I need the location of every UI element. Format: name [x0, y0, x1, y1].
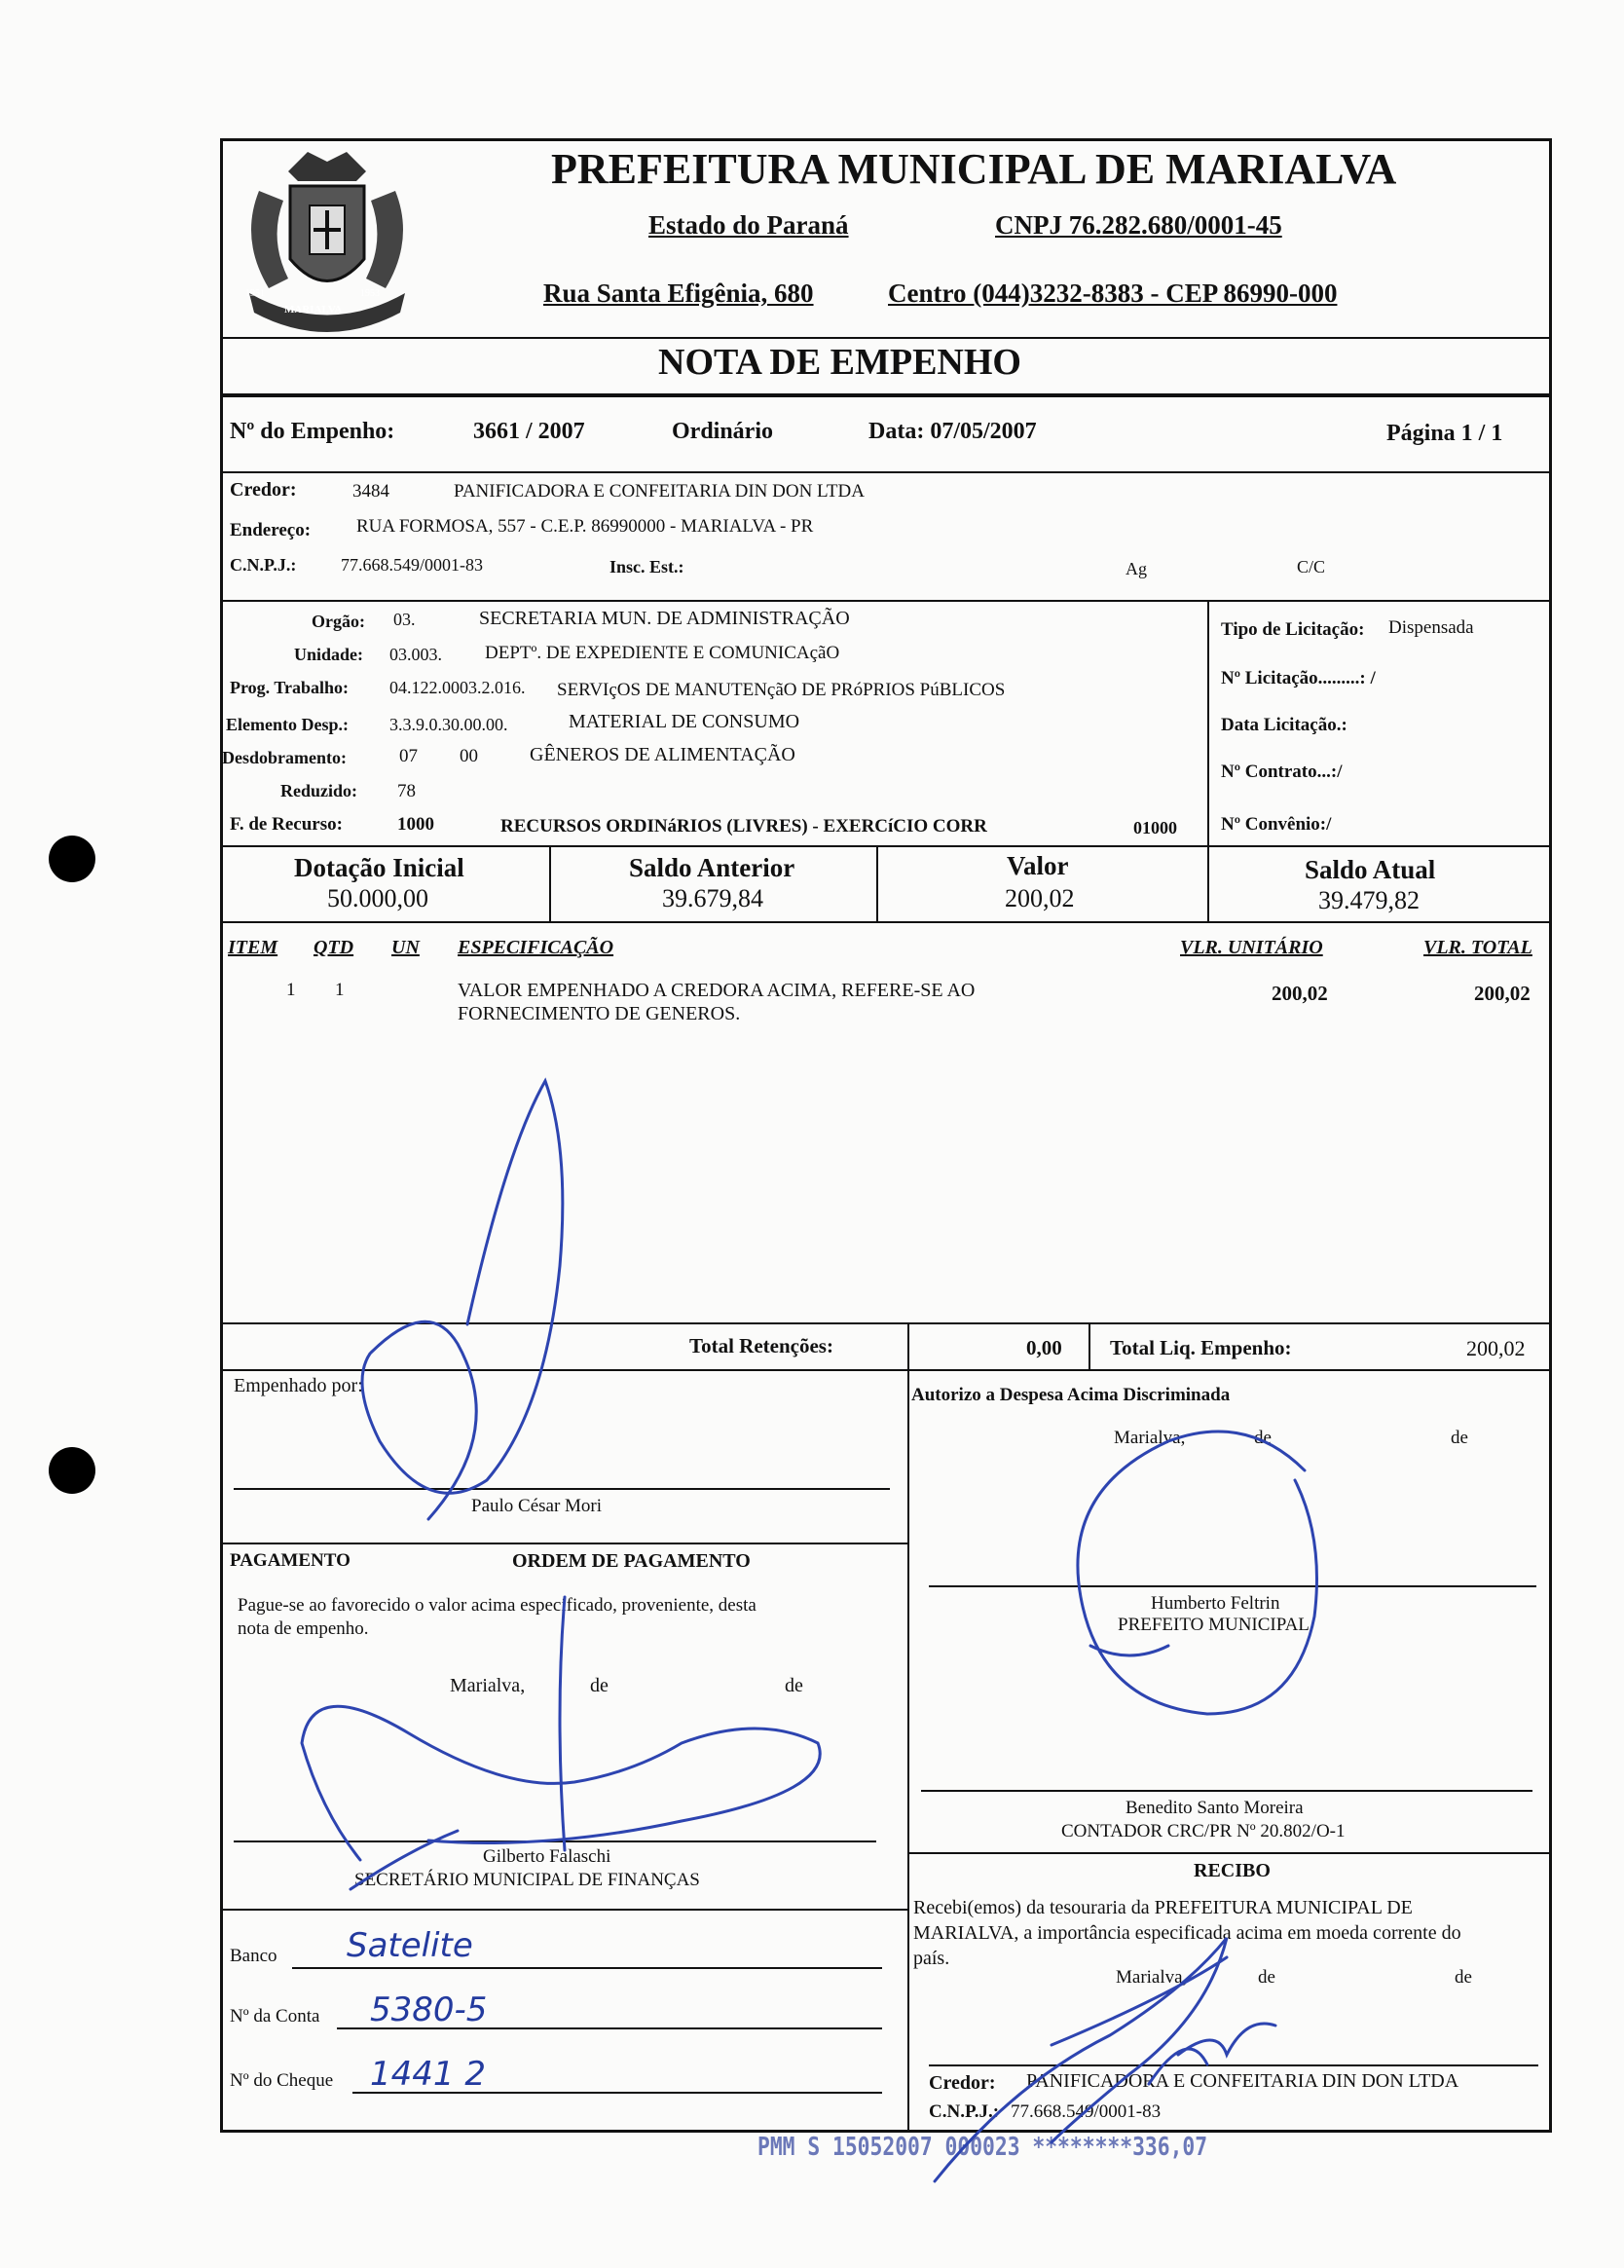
empenho-number: 3661 / 2007 [473, 419, 585, 444]
pagamento-de2: de [785, 1675, 803, 1696]
saldo-anterior: 39.679,84 [662, 884, 763, 912]
col-spec: ESPECIFICAÇÃO [458, 937, 614, 958]
cheque-label: Nº do Cheque [230, 2070, 334, 2091]
item-spec-line1: VALOR EMPENHADO A CREDORA ACIMA, REFERE-SE AO [458, 980, 976, 1001]
credor-name: PANIFICADORA E CONFEITARIA DIN DON LTDA [454, 481, 865, 502]
item-number: 1 [286, 980, 296, 1000]
header-cnpj: CNPJ 76.282.680/0001-45 [995, 210, 1282, 240]
desdob-label: Desdobramento: [222, 748, 347, 767]
autorizo-de2: de [1451, 1428, 1468, 1448]
credor-code: 3484 [352, 481, 389, 502]
recibo-text1: Recebi(emos) da tesouraria da PREFEITURA MUNICIPAL DE [913, 1897, 1413, 1918]
dotacao-inicial: 50.000,00 [327, 884, 428, 912]
crest-text: MARIALVA [284, 304, 343, 316]
num-convenio: Nº Convênio:/ [1221, 814, 1332, 835]
empenho-type: Ordinário [672, 419, 774, 444]
recurso-label: F. de Recurso: [230, 814, 343, 835]
liquido-label: Total Liq. Empenho: [1110, 1336, 1292, 1359]
elemento-label: Elemento Desp.: [226, 715, 349, 734]
col-item: ITEM [228, 937, 278, 958]
ordem-pagamento-label: ORDEM DE PAGAMENTO [512, 1550, 751, 1572]
prefeito-name: Humberto Feltrin [1151, 1593, 1280, 1614]
item-total: 200,02 [1474, 982, 1531, 1005]
recibo-title: RECIBO [1194, 1860, 1271, 1881]
crest-year-left: 1951 [245, 288, 265, 299]
elemento-code: 3.3.9.0.30.00.00. [389, 715, 508, 734]
recibo-de1: de [1258, 1967, 1275, 1988]
recibo-cnpj: 77.668.549/0001-83 [1011, 2101, 1162, 2122]
valor-label: Valor [1007, 851, 1069, 880]
desdob-sub: 00 [460, 746, 478, 766]
address-label: Endereço: [230, 520, 312, 540]
empenhado-name: Paulo César Mori [471, 1496, 603, 1516]
header-street: Rua Santa Efigênia, 680 [543, 279, 814, 308]
desdob-code: 07 [399, 746, 418, 766]
prog-name: SERVIçOS DE MANUTENçãO DE PRóPRIOS PúBLICOS [557, 680, 1006, 700]
tipo-licitacao: Dispensada [1388, 617, 1474, 638]
col-vlr-total: VLR. TOTAL [1423, 937, 1532, 958]
secretario-name: Gilberto Falaschi [483, 1846, 611, 1867]
retencoes-label: Total Retenções: [689, 1334, 833, 1357]
autorizo-place: Marialva, [1114, 1428, 1186, 1448]
reduzido-value: 78 [397, 781, 416, 801]
reduzido-label: Reduzido: [280, 781, 358, 800]
pagamento-text2: nota de empenho. [238, 1618, 369, 1639]
empenho-label: Nº do Empenho: [230, 419, 395, 444]
orgao-name: SECRETARIA MUN. DE ADMINISTRAÇÃO [479, 608, 850, 629]
prog-code: 04.122.0003.2.016. [389, 678, 526, 697]
saldo-anterior-label: Saldo Anterior [629, 853, 795, 882]
prefeito-role: PREFEITO MUNICIPAL [1118, 1615, 1310, 1635]
recibo-credor: PANIFICADORA E CONFEITARIA DIN DON LTDA [1026, 2070, 1459, 2092]
item-unit: 200,02 [1272, 982, 1328, 1005]
conta-label: Nº da Conta [230, 2006, 320, 2026]
liquido-value: 200,02 [1466, 1336, 1526, 1360]
cc-label: C/C [1297, 557, 1326, 576]
col-vlr-unitario: VLR. UNITÁRIO [1180, 937, 1323, 958]
empenho-page: Página 1 / 1 [1386, 421, 1503, 446]
elemento-name: MATERIAL DE CONSUMO [569, 711, 800, 732]
header-address: Centro (044)3232-8383 - CEP 86990-000 [888, 279, 1338, 308]
doc-title: NOTA DE EMPENHO [658, 342, 1021, 383]
secretario-role: SECRETÁRIO MUNICIPAL DE FINANÇAS [354, 1870, 700, 1890]
valor: 200,02 [1005, 884, 1075, 912]
item-spec-line2: FORNECIMENTO DE GENEROS. [458, 1003, 741, 1024]
unidade-code: 03.003. [389, 645, 442, 664]
recibo-cnpj-label: C.N.P.J.: [929, 2101, 1000, 2122]
punch-hole [49, 1447, 95, 1494]
header-title: PREFEITURA MUNICIPAL DE MARIALVA [551, 145, 1397, 193]
banco-label: Banco [230, 1946, 277, 1966]
insc-label: Insc. Est.: [609, 557, 684, 576]
pagamento-place: Marialva, [450, 1675, 526, 1696]
empenhado-label: Empenhado por: [234, 1375, 363, 1396]
recibo-credor-label: Credor: [929, 2072, 996, 2094]
item-qtd: 1 [335, 980, 345, 1000]
credor-cnpj: 77.668.549/0001-83 [341, 555, 483, 575]
data-licitacao: Data Licitação.: [1221, 715, 1347, 735]
pagamento-text1: Pague-se ao favorecido o valor acima especificado, proveniente, desta [238, 1595, 757, 1616]
empenho-date: Data: 07/05/2007 [868, 419, 1037, 444]
recibo-text3: país. [913, 1948, 950, 1969]
saldo-atual-label: Saldo Atual [1305, 855, 1436, 884]
pagamento-de1: de [590, 1675, 609, 1696]
header-state: Estado do Paraná [648, 210, 849, 240]
num-contrato: Nº Contrato...:/ [1221, 762, 1343, 782]
cheque-value: 1441 2 [370, 2055, 486, 2094]
recibo-text2: MARIALVA, a importância especificada acima em moeda corrente do [913, 1922, 1461, 1944]
banco-value: Satelite [347, 1926, 473, 1965]
autorizo-label: Autorizo a Despesa Acima Discriminada [911, 1385, 1231, 1405]
pagamento-label: PAGAMENTO [230, 1550, 351, 1571]
payment-stamp: PMM S 15052007 000023 ********336,07 [757, 2133, 1208, 2162]
recurso-code: 1000 [397, 814, 434, 835]
desdob-name: GÊNEROS DE ALIMENTAÇÃO [530, 744, 795, 765]
saldo-atual: 39.479,82 [1318, 886, 1420, 914]
dotacao-inicial-label: Dotação Inicial [294, 853, 464, 882]
prog-label: Prog. Trabalho: [230, 678, 350, 697]
orgao-code: 03. [393, 610, 416, 629]
recurso-name: RECURSOS ORDINáRIOS (LIVRES) - EXERCíCIO CORR [500, 816, 987, 837]
contador-name: Benedito Santo Moreira [1126, 1798, 1304, 1818]
cnpj-label: C.N.P.J.: [230, 555, 297, 575]
unidade-label: Unidade: [294, 645, 364, 664]
credor-address: RUA FORMOSA, 557 - C.E.P. 86990000 - MARIALVA - PR [356, 516, 814, 537]
autorizo-de1: de [1254, 1428, 1272, 1448]
crest-year-right: 1953 [360, 288, 380, 299]
orgao-label: Orgão: [312, 612, 365, 631]
col-un: UN [391, 937, 420, 958]
recurso-num: 01000 [1133, 818, 1177, 837]
contador-role: CONTADOR CRC/PR Nº 20.802/O-1 [1061, 1821, 1346, 1841]
retencoes-value: 0,00 [1026, 1336, 1062, 1359]
unidade-name: DEPTº. DE EXPEDIENTE E COMUNICAçãO [485, 643, 840, 663]
ag-label: Ag [1126, 559, 1147, 578]
tipo-licitacao-label: Tipo de Licitação: [1221, 619, 1365, 640]
recibo-place: Marialva, [1116, 1967, 1188, 1988]
punch-hole [49, 836, 95, 882]
recibo-de2: de [1455, 1967, 1472, 1988]
col-qtd: QTD [314, 937, 354, 958]
num-licitacao: Nº Licitação.........: / [1221, 668, 1376, 688]
credor-label: Credor: [230, 479, 297, 501]
conta-value: 5380-5 [370, 1990, 488, 2029]
